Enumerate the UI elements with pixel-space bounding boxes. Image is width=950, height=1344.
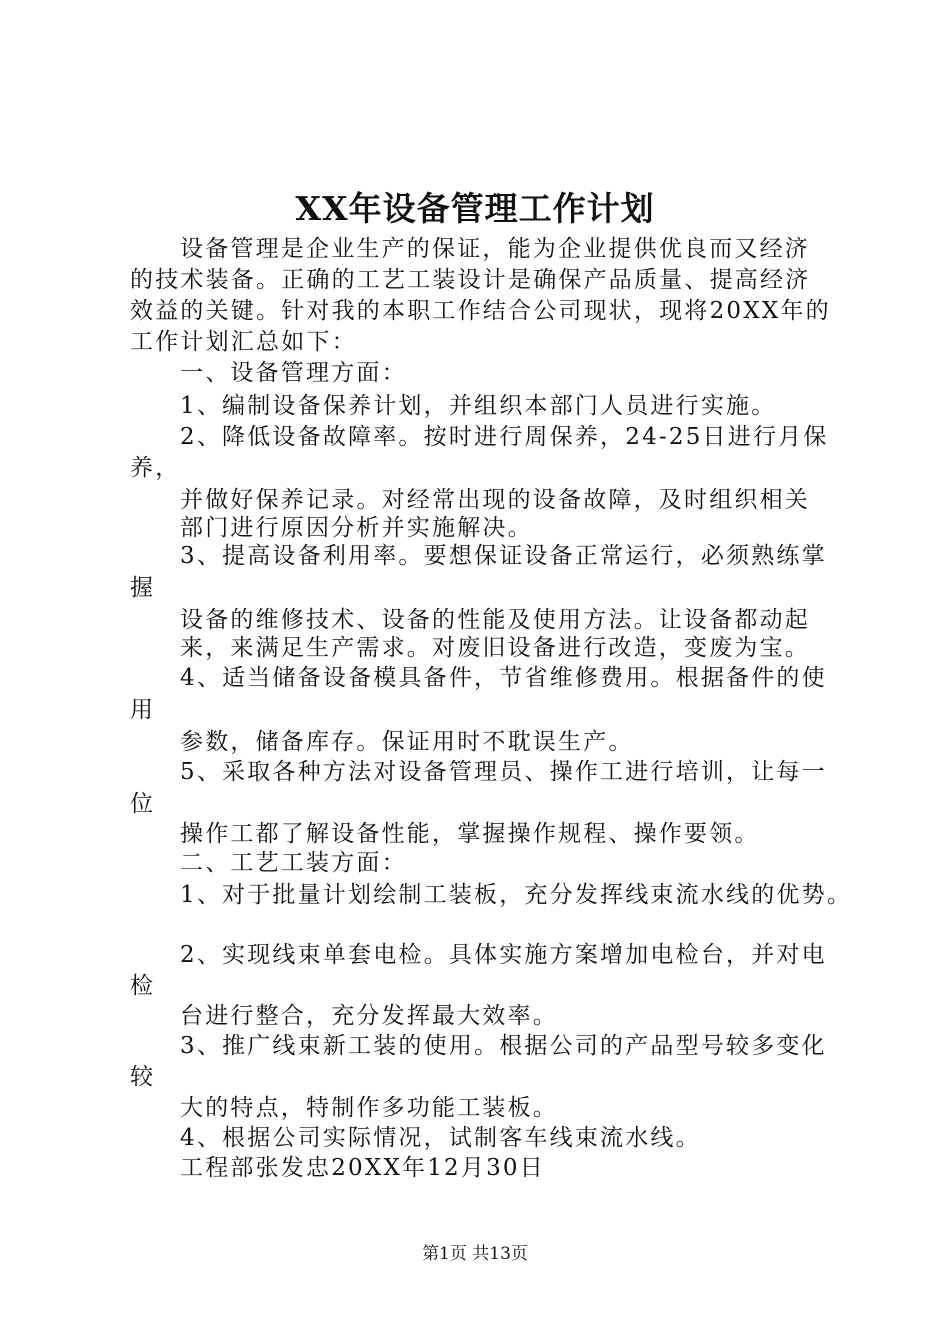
body-line: 来，来满足生产需求。对废旧设备进行改造，变废为宝。	[180, 635, 810, 661]
list-item: 1、对于批量计划绘制工装板，充分发挥线束流水线的优势。	[180, 882, 853, 908]
page-number-footer: 第1页 共13页	[422, 1244, 528, 1264]
body-line: 部门进行原因分析并实施解决。	[180, 515, 533, 541]
body-line: 位	[130, 791, 156, 817]
body-line: 大的特点，特制作多功能工装板。	[180, 1095, 558, 1121]
body-line: 的技术装备。正确的工艺工装设计是确保产品质量、提高经济	[130, 267, 811, 293]
section-heading: 二、工艺工装方面：	[180, 850, 407, 876]
body-line: 操作工都了解设备性能，掌握操作规程、操作要领。	[180, 821, 760, 847]
list-item: 2、降低设备故障率。按时进行周保养，24-25日进行月保	[180, 424, 829, 450]
list-item: 2、实现线束单套电检。具体实施方案增加电检台，并对电	[180, 942, 827, 968]
signature-line: 工程部张发忠20XX年12月30日	[180, 1155, 545, 1181]
body-line: 设备的维修技术、设备的性能及使用方法。让设备都动起	[180, 607, 810, 633]
section-heading: 一、设备管理方面：	[180, 360, 407, 386]
body-line: 检	[130, 973, 156, 999]
list-item: 4、适当储备设备模具备件，节省维修费用。根据备件的使	[180, 665, 827, 691]
body-line: 效益的关键。针对我的本职工作结合公司现状，现将20XX年的	[130, 298, 831, 324]
document-title: XX年设备管理工作计划	[295, 189, 655, 228]
body-line: 设备管理是企业生产的保证，能为企业提供优良而又经济	[180, 236, 810, 262]
body-line: 工作计划汇总如下：	[130, 329, 357, 355]
body-line: 养，	[130, 455, 181, 481]
body-line: 用	[130, 697, 156, 723]
list-item: 3、推广线束新工装的使用。根据公司的产品型号较多变化	[180, 1033, 827, 1059]
list-item: 4、根据公司实际情况，试制客车线束流水线。	[180, 1125, 701, 1151]
body-line: 台进行整合，充分发挥最大效率。	[180, 1003, 558, 1029]
body-line: 握	[130, 575, 156, 601]
list-item: 1、编制设备保养计划，并组织本部门人员进行实施。	[180, 393, 777, 419]
body-line: 并做好保养记录。对经常出现的设备故障，及时组织相关	[180, 487, 810, 513]
body-line: 参数，储备库存。保证用时不耽误生产。	[180, 729, 634, 755]
list-item: 3、提高设备利用率。要想保证设备正常运行，必须熟练掌	[180, 543, 827, 569]
list-item: 5、采取各种方法对设备管理员、操作工进行培训，让每一	[180, 759, 827, 785]
body-line: 较	[130, 1064, 156, 1090]
